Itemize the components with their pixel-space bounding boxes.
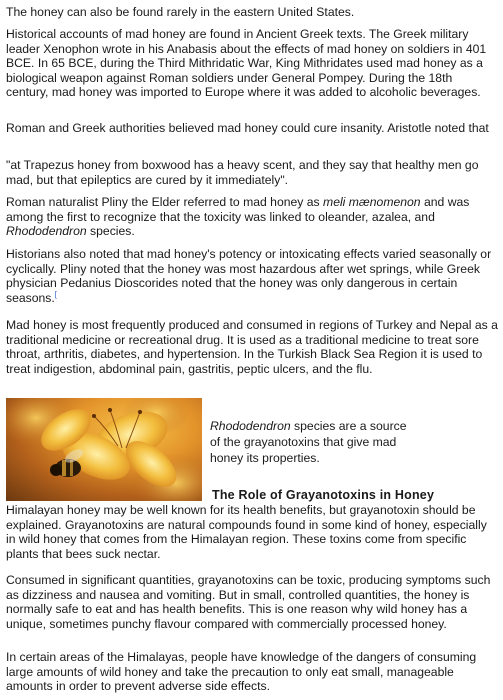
paragraph-historians	[6, 247, 498, 305]
paragraph-historical-accounts: Historical accounts of mad honey are found in Ancient Greek texts. The Greek military leader Xenophon wrote in his Anabasis about the effects of mad honey on soldiers in 401 BCE. In 65 BCE, during the Third Mithridatic War, King Mithridates used mad honey as a biological weapon against Roman soldiers under General Pompey. During the 18th century, mad honey was imported to Europe where it was added to alcoholic beverages.	[6, 27, 487, 100]
paragraph-toxicity: Consumed in significant quantities, grayanotoxins can be toxic, producing symptoms such as dizziness and nausea and vomiting. But in small, controlled quantities, the honey is normally safe to eat and has health benefits. This is one reason why wild honey has a unique, sometimes punchy flavour compared with commercially processed honey.	[6, 573, 491, 631]
paragraph-eastern-us: The honey can also be found rarely in the eastern United States.	[6, 5, 355, 19]
pliny-text-c: species.	[86, 224, 135, 239]
section-heading: The Role of Grayanotoxins in Honey	[212, 488, 435, 502]
paragraph-turkey-nepal: Mad honey is most frequently produced and consumed in regions of Turkey and Nepal as a traditional medicine or recreational drug. It is used as a traditional medicine to treat sore throat, arthritis, diabetes, and hypertension. In the Turkish Black Sea Region it is used to treat indigestion, abdominal pain, gastritis, peptic ulcers, and the flu.	[6, 318, 498, 376]
paragraph-roman-greek: Roman and Greek authorities believed mad honey could cure insanity. Aristotle noted that	[6, 121, 489, 135]
paragraph-pliny	[6, 195, 498, 239]
pliny-italic-term: meli mænomenon	[323, 195, 421, 209]
pliny-text-b: and was among the first to recognize that the toxicity was linked to oleander, azalea, and	[6, 195, 470, 224]
pliny-text-a: Roman naturalist Pliny the Elder referred to mad honey as	[6, 195, 324, 209]
caption-text: species are a source of the grayanotoxins that give mad honey its properties.	[210, 419, 407, 465]
photo-illustration	[6, 398, 202, 501]
paragraph-himalayan-honey: Himalayan honey may be well known for its health benefits, but grayanotoxin should be explained. Grayanotoxins are natural compounds found in some kind of honey, especially in wild honey that comes from the Himalayan region. These toxins come from specific plants that bees suck nectar.	[6, 503, 487, 561]
photo-caption	[210, 418, 420, 466]
citation-link[interactable]: [	[54, 289, 58, 299]
bee-on-rhododendron-photo	[6, 398, 202, 501]
pliny-italic-genus: Rhododendron	[6, 224, 87, 239]
historians-text: Historians also noted that mad honey's potency or intoxicating effects varied seasonally or cyclically. Pliny noted that the honey was most hazardous after wet springs, while Greek physician Pedanius Dioscorides noted that the honey was only dangerous in certain seasons.	[6, 247, 492, 305]
paragraph-precaution: In certain areas of the Himalayas, people have knowledge of the dangers of consuming large amounts of wild honey and take the precaution to only eat small, manageable amounts in order to prevent adverse side effects.	[6, 650, 477, 694]
paragraph-aristotle-quote: "at Trapezus honey from boxwood has a heavy scent, and they say that healthy men go mad, but that epileptics are cured by it immediately".	[6, 158, 479, 187]
caption-genus: Rhododendron	[210, 419, 291, 433]
